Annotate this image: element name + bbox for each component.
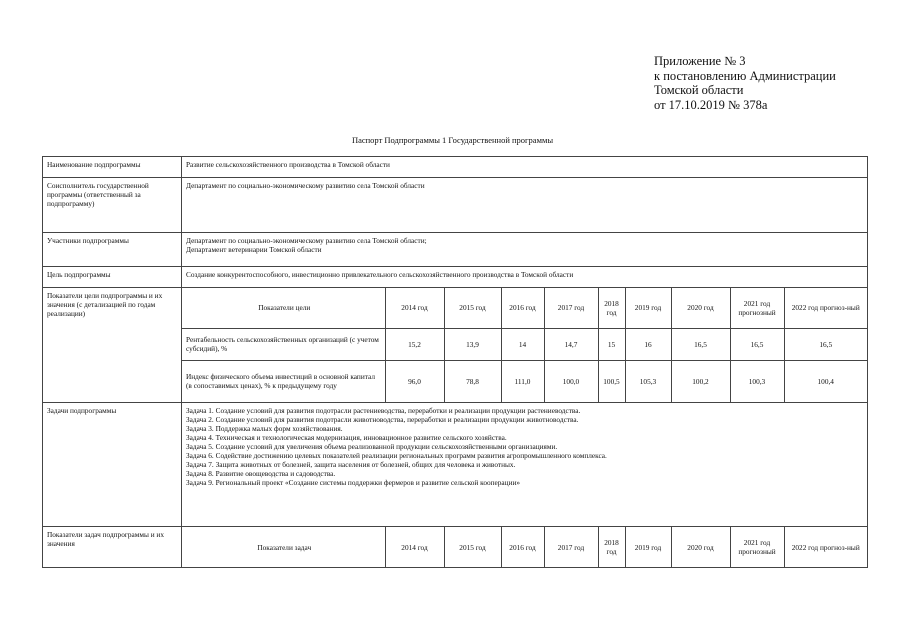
task-header-row — [182, 527, 867, 567]
row-label: Показатели задач подпрограммы и их значения — [43, 527, 182, 568]
appendix-line: Приложение № 3 — [654, 54, 746, 68]
appendix-line: от 17.10.2019 № 378а — [654, 97, 768, 112]
value-cell: 14 — [501, 328, 544, 360]
row-label: Показатели цели подпрограммы и их значения (с детализацией по годам реализации) — [43, 288, 182, 403]
header-cell: 2019 год — [625, 288, 671, 328]
tasks-list — [182, 403, 868, 527]
task-item: Задача 3. Поддержка малых форм хозяйствования. — [186, 424, 343, 433]
row-label: Наименование подпрограммы — [43, 157, 182, 178]
value-cell: 16,5 — [784, 328, 867, 360]
header-cell: 2014 год — [385, 288, 444, 328]
row-goal-indicators — [43, 288, 868, 403]
passport-table — [42, 156, 868, 568]
value-cell: 105,3 — [625, 360, 671, 402]
value-cell: 16 — [625, 328, 671, 360]
header-cell: Показатели задач — [182, 527, 385, 567]
value-cell: 100,4 — [784, 360, 867, 402]
header-cell: 2020 год — [671, 288, 730, 328]
header-cell: 2015 год — [444, 288, 501, 328]
header-cell: 2016 год — [501, 527, 544, 567]
row-label: Участники подпрограммы — [43, 233, 182, 267]
row-task-indicators — [43, 527, 868, 568]
value-cell: 78,8 — [444, 360, 501, 402]
task-item: Задача 5. Создание условий для увеличения объема реализованной продукции сельскохозяйственными организациями. — [186, 442, 558, 451]
task-item: Задача 7. Защита животных от болезней, защита населения от болезней, общих для человека и животных. — [186, 460, 516, 469]
value-cell: 15,2 — [385, 328, 444, 360]
row-label: Соисполнитель государственной программы (ответственный за подпрограмму) — [43, 178, 182, 233]
row-value: Департамент по социально-экономическому развитию села Томской области — [182, 178, 868, 233]
header-cell: 2017 год — [544, 288, 598, 328]
value-cell: 96,0 — [385, 360, 444, 402]
value-cell: 100,3 — [730, 360, 784, 402]
document-title: Паспорт Подпрограммы 1 Государственной программы — [351, 135, 554, 145]
participant: Департамент по социально-экономическому развитию села Томской области; — [186, 236, 427, 245]
value-cell: 111,0 — [501, 360, 544, 402]
value-cell: 16,5 — [671, 328, 730, 360]
indicator-name: Индекс физического объема инвестиций в основной капитал (в сопоставимых ценах), % к предыдущему году — [182, 360, 385, 402]
task-item: Задача 9. Региональный проект «Создание системы поддержки фермеров и развитие сельской кооперации» — [186, 478, 521, 487]
row-participants — [43, 233, 868, 267]
row-label: Цель подпрограммы — [43, 267, 182, 288]
value-cell: 15 — [598, 328, 625, 360]
goal-header-row — [182, 288, 867, 328]
goal-indicators-table — [182, 288, 867, 402]
goal-row — [182, 328, 867, 360]
task-item: Задача 6. Содействие достижению целевых показателей реализации региональных программ развития агропромышленного комплекса. — [186, 451, 607, 460]
header-cell: 2016 год — [501, 288, 544, 328]
appendix-line: Томской области — [654, 83, 744, 97]
indicator-name: Рентабельность сельскохозяйственных организаций (с учетом субсидий), % — [182, 328, 385, 360]
row-goal — [43, 267, 868, 288]
header-cell: 2022 год прогноз-ный — [784, 527, 867, 567]
header-cell: 2017 год — [544, 527, 598, 567]
header-cell: Показатели цели — [182, 288, 385, 328]
row-value: Развитие сельскохозяйственного производства в Томской области — [182, 157, 868, 178]
task-item: Задача 1. Создание условий для развития подотрасли растениеводства, переработки и реализации продукции растениеводства. — [186, 406, 581, 415]
task-indicators-table — [182, 527, 867, 567]
header-cell: 2021 год прогнозный — [730, 288, 784, 328]
task-item: Задача 8. Развитие овощеводства и садоводства. — [186, 469, 336, 478]
row-name — [43, 157, 868, 178]
participant: Департамент ветеринарии Томской области — [186, 245, 322, 254]
value-cell: 14,7 — [544, 328, 598, 360]
row-coexecutor — [43, 178, 868, 233]
row-tasks — [43, 403, 868, 527]
header-cell: 2022 год прогноз-ный — [784, 288, 867, 328]
row-label: Задачи подпрограммы — [43, 403, 182, 527]
header-cell: 2018 год — [598, 527, 625, 567]
task-item: Задача 2. Создание условий для развития подотрасли животноводства, переработки и реализации продукции животноводства. — [186, 415, 579, 424]
goal-row — [182, 360, 867, 402]
row-value: Создание конкурентоспособного, инвестиционно привлекательного сельскохозяйственного производства в Томской области — [182, 267, 868, 288]
header-cell: 2014 год — [385, 527, 444, 567]
header-cell: 2020 год — [671, 527, 730, 567]
row-value — [182, 233, 868, 267]
appendix-block — [654, 54, 836, 112]
header-cell: 2018 год — [598, 288, 625, 328]
value-cell: 16,5 — [730, 328, 784, 360]
header-cell: 2021 год прогнозный — [730, 527, 784, 567]
value-cell: 100,2 — [671, 360, 730, 402]
value-cell: 100,0 — [544, 360, 598, 402]
value-cell: 100,5 — [598, 360, 625, 402]
header-cell: 2019 год — [625, 527, 671, 567]
value-cell: 13,9 — [444, 328, 501, 360]
task-item: Задача 4. Техническая и технологическая модернизация, инновационное развитие сельского хозяйства. — [186, 433, 507, 442]
appendix-line: к постановлению Администрации — [654, 68, 836, 83]
header-cell: 2015 год — [444, 527, 501, 567]
